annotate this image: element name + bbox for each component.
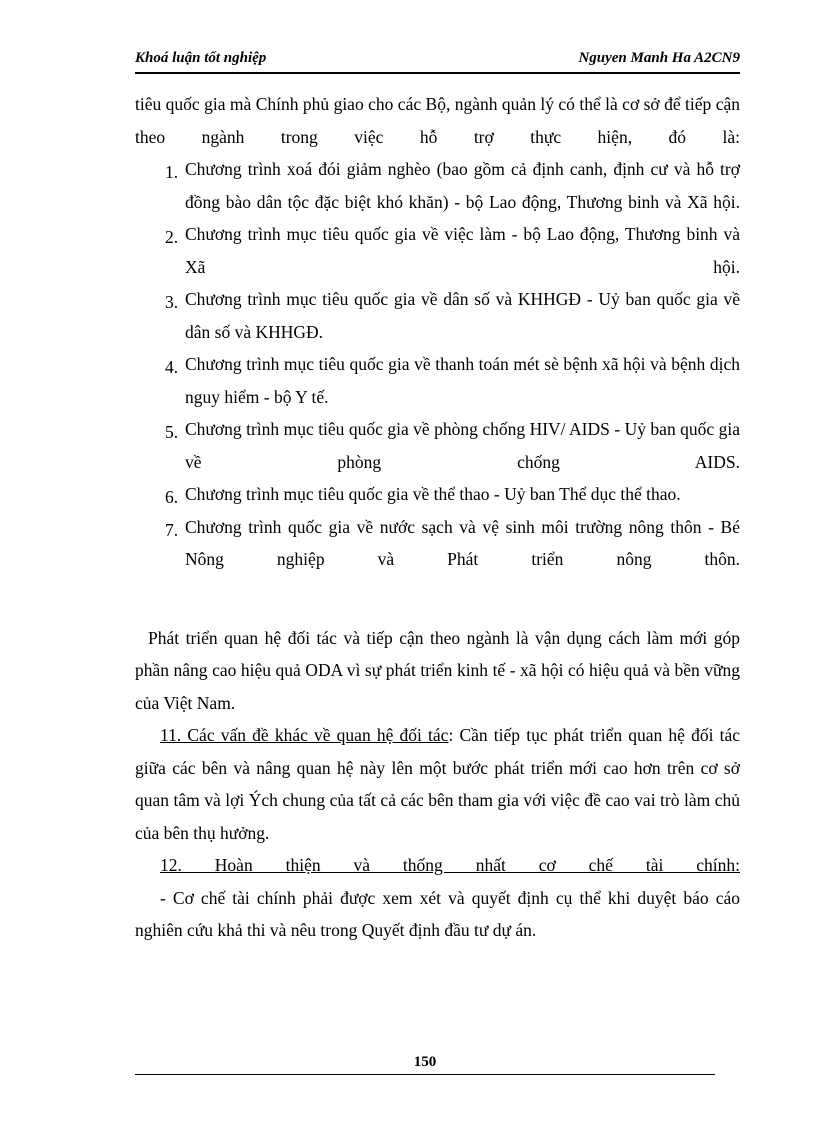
section-gap <box>135 576 740 622</box>
list-item <box>135 153 740 218</box>
section-12-text: - Cơ chế tài chính phải được xem xét và quyết định cụ thể khi duyệt báo cáo nghiên cứu khả thi và nêu trong Quyết định đầu tư dự án. <box>135 887 740 940</box>
list-item-text: Chương trình mục tiêu quốc gia về thể thao - Uỷ ban Thể dục thể thao. <box>185 484 681 504</box>
section-11-heading: 11. Các vấn đề khác về quan hệ đối tác <box>160 725 449 745</box>
list-item-number: 4. <box>165 357 179 377</box>
section-11-text: : Cần tiếp tục phát triển quan hệ đối tác giữa các bên và nâng quan hệ này lên một bước phát triển mới cao hơn trên cơ sở quan tâm và lợi Ých chung của tất cả các bên tham gia với việc đề cao vai trò làm chủ của bên thụ hưởng. <box>135 725 740 843</box>
section-12-heading: 12. Hoàn thiện và thống nhất cơ chế tài chính: <box>160 855 740 875</box>
list-item <box>135 478 740 511</box>
list-item-number: 2. <box>165 227 179 247</box>
list-item-text: Chương trình mục tiêu quốc gia về thanh toán mét sè bệnh xã hội và bệnh dịch nguy hiểm - bộ Y tế. <box>185 354 740 407</box>
list-item-text: Chương trình mục tiêu quốc gia về dân số và KHHGĐ - Uỷ ban quốc gia về dân số và KHHGĐ. <box>185 289 740 342</box>
list-item-text: Chương trình mục tiêu quốc gia về việc làm - bộ Lao động, Thương binh và Xã hội. <box>185 224 740 277</box>
list-item-number: 6. <box>165 487 179 507</box>
page-number: 150 <box>413 1054 437 1070</box>
section-12-heading-paragraph <box>135 849 740 882</box>
page-header <box>135 50 740 74</box>
partnership-paragraph: Phát triển quan hệ đối tác và tiếp cận theo ngành là vận dụng cách làm mới góp phần nâng cao hiệu quả ODA vì sự phát triển kinh tế - xã hội có hiệu quả và bền vững của Việt Nam. <box>135 627 740 713</box>
list-item-number: 1. <box>165 162 179 182</box>
body-text <box>135 88 740 947</box>
program-list <box>135 153 740 576</box>
header-thesis-title: Khoá luận tốt nghiệp <box>135 50 267 66</box>
section-11-paragraph <box>135 719 740 849</box>
list-item-number: 3. <box>165 292 179 312</box>
list-item <box>135 348 740 413</box>
list-item-text: Chương trình xoá đói giảm nghèo (bao gồm cả định canh, định cư và hỗ trợ đồng bào dân tộc đặc biệt khó khăn) - bộ Lao động, Thương binh và Xã hội. <box>185 159 740 212</box>
list-item-number: 7. <box>165 519 179 540</box>
list-item <box>135 511 740 576</box>
list-item-text: Chương trình quốc gia về nước sạch và vệ sinh môi trường nông thôn - Bé Nông nghiệp và Phát triển nông thôn. <box>185 516 740 569</box>
list-item-number: 5. <box>165 422 179 442</box>
list-item-text: Chương trình mục tiêu quốc gia về phòng chống HIV/ AIDS - Uỷ ban quốc gia về phòng chống AIDS. <box>185 419 740 472</box>
list-item <box>135 283 740 348</box>
list-item <box>135 413 740 478</box>
header-author: Nguyen Manh Ha A2CN9 <box>578 50 740 66</box>
intro-paragraph: tiêu quốc gia mà Chính phủ giao cho các Bộ, ngành quản lý có thể là cơ sở để tiếp cận theo ngành trong việc hỗ trợ thực hiện, đó là: <box>135 94 740 147</box>
page-footer <box>135 1052 715 1075</box>
list-item <box>135 218 740 283</box>
